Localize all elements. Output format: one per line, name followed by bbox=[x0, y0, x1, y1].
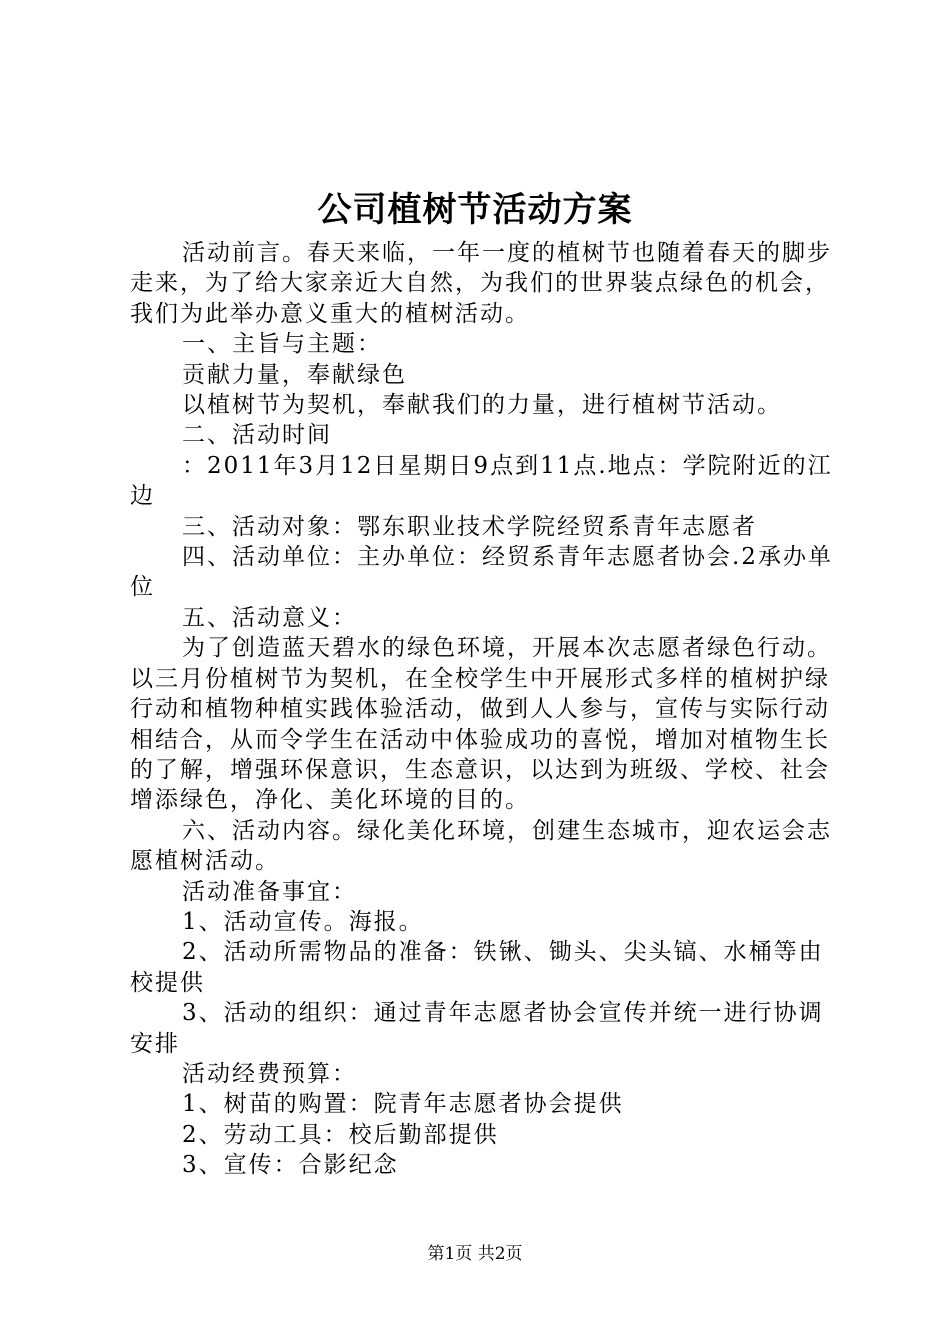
paragraph-purpose: 以植树节为契机，奉献我们的力量，进行植树节活动。 bbox=[182, 392, 782, 419]
paragraph-budget-1: 1、树苗的购置：院青年志愿者协会提供 bbox=[182, 1091, 624, 1118]
paragraph-time-location: ：2011年3月12日星期日9点到11点.地点：学院附近的江边 bbox=[130, 452, 833, 510]
page-footer bbox=[0, 1242, 950, 1266]
paragraph-section-5-heading: 五、活动意义： bbox=[182, 604, 357, 631]
paragraph-budget-heading: 活动经费预算： bbox=[182, 1060, 357, 1087]
paragraph-section-6-content: 六、活动内容。绿化美化环境，创建生态城市，迎农运会志愿植树活动。 bbox=[130, 817, 832, 875]
paragraph-theme: 贡献力量，奉献绿色 bbox=[182, 361, 407, 388]
paragraph-preparation-3: 3、活动的组织：通过青年志愿者协会宣传并统一进行协调安排 bbox=[130, 1000, 824, 1057]
paragraph-budget-2: 2、劳动工具：校后勤部提供 bbox=[182, 1121, 499, 1148]
paragraph-preparation-2: 2、活动所需物品的准备：铁锹、锄头、尖头镐、水桶等由校提供 bbox=[130, 939, 824, 996]
paragraph-section-3-audience: 三、活动对象：鄂东职业技术学院经贸系青年志愿者 bbox=[182, 513, 757, 540]
paragraph-section-1-heading: 一、主旨与主题： bbox=[182, 331, 382, 358]
paragraph-preface: 活动前言。春天来临，一年一度的植树节也随着春天的脚步走来，为了给大家亲近大自然，为我们的世界装点绿色的机会，我们为此举办意义重大的植树活动。 bbox=[130, 240, 832, 327]
document-title: 公司植树节活动方案 bbox=[317, 190, 633, 230]
document-body bbox=[130, 238, 840, 1181]
paragraph-preparation-heading: 活动准备事宜： bbox=[182, 878, 357, 905]
paragraph-section-4-organizers: 四、活动单位：主办单位：经贸系青年志愿者协会.2承办单位 bbox=[130, 544, 833, 601]
paragraph-budget-3: 3、宣传：合影纪念 bbox=[182, 1152, 399, 1179]
paragraph-section-2-heading: 二、活动时间 bbox=[182, 422, 332, 449]
paragraph-significance: 为了创造蓝天碧水的绿色环境，开展本次志愿者绿色行动。以三月份植树节为契机，在全校学生中开展形式多样的植树护绿行动和植物种植实践体验活动，做到人人参与，宣传与实际行动相结合，从而令学生在活动中体验成功的喜悦，增加对植物生长的了解，增强环保意识，生态意识，以达到为班级、学校、社会增添绿色，净化、美化环境的目的。 bbox=[130, 635, 832, 814]
page-indicator: 第1页 共2页 bbox=[427, 1244, 523, 1264]
paragraph-preparation-1: 1、活动宣传。海报。 bbox=[182, 908, 424, 935]
